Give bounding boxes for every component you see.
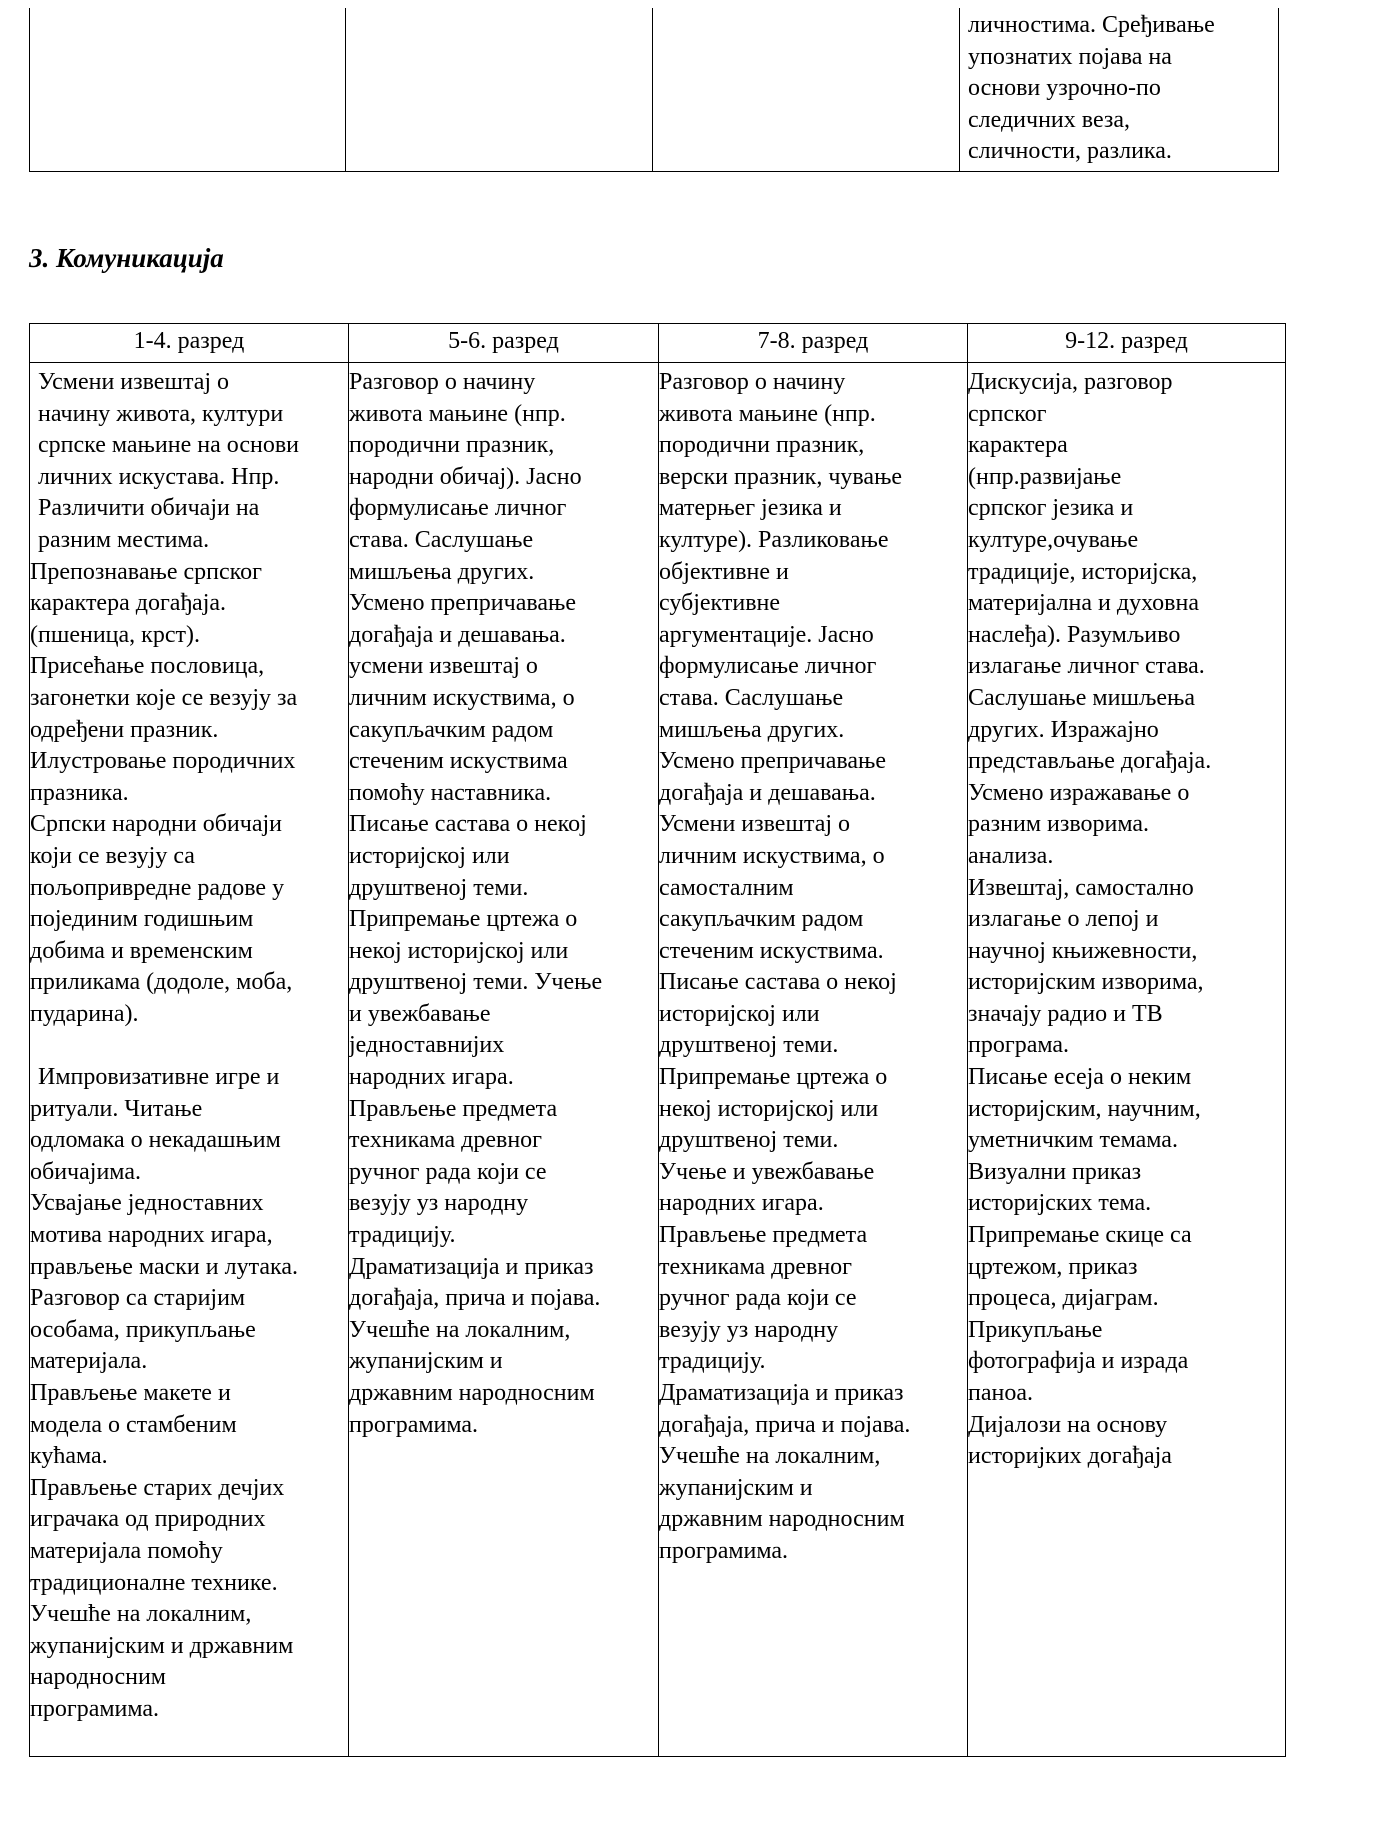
text-line: везују уз народну <box>349 1190 529 1217</box>
text-line: народни обичај). Јасно <box>349 463 582 490</box>
text-line: Усмено изражавање о <box>968 779 1190 806</box>
text-line: живота мањине (нпр. <box>659 400 876 427</box>
text-line: Српски народни обичаји <box>30 811 282 838</box>
text-line: Припремање скице са <box>968 1222 1192 1249</box>
text-line: објективне и <box>659 558 789 585</box>
text-line: жупанијским и државним <box>30 1632 294 1659</box>
text-line: мишљења других. <box>659 716 845 743</box>
text-line: историјским, научним, <box>968 1095 1201 1122</box>
text-line: програмима. <box>30 1695 160 1722</box>
text-line: културе). Разликовање <box>659 526 889 553</box>
text-line: наслеђа). Разумљиво <box>968 621 1181 648</box>
text-line: историјској или <box>349 842 510 869</box>
text-line: Усмени извештај о <box>659 811 851 838</box>
text-line: Усвајање једноставних <box>30 1190 264 1217</box>
text-line: стеченим искуствима. <box>659 937 884 964</box>
text-line: празника. <box>30 779 129 806</box>
text-line: Усмено препричавање <box>349 590 577 617</box>
text-line: Прављење старих дечјих <box>30 1474 285 1501</box>
table-row <box>30 363 1286 1757</box>
text-line: карактера догађаја. <box>30 590 227 617</box>
text-line: Усмени извештај о <box>38 369 230 395</box>
text-line: анализа. <box>968 842 1054 869</box>
text-line: личних искустава. Нпр. <box>38 463 280 490</box>
text-line: добима и временским <box>30 937 253 964</box>
text-line: Присећање пословица, <box>30 653 265 680</box>
cell-grade-5-6 <box>349 363 659 1757</box>
table-cell <box>653 8 960 172</box>
text-line: личним искуствима, о <box>349 684 575 711</box>
text-line: материјална и духовна <box>968 590 1200 617</box>
text-line: друштвеној теми. <box>659 1032 839 1059</box>
text-line: матерњег језика и <box>659 495 842 522</box>
cell-grade-7-8 <box>659 363 968 1757</box>
text-line: усмени извештај о <box>349 653 538 680</box>
text-line: уметничким темама. <box>968 1127 1178 1154</box>
text-line: аргументације. Јасно <box>659 621 874 648</box>
table-row <box>30 8 1279 172</box>
text-line: приликама (додоле, моба, <box>30 969 293 996</box>
text-line: догађаја, прича и појава. <box>659 1411 911 1438</box>
text-line: цртежом, приказ <box>968 1253 1138 1280</box>
text-line: прављење маски и лутака. <box>30 1253 298 1280</box>
text-line: представљање догађаја. <box>968 748 1212 775</box>
text-line: фотографија и израда <box>968 1348 1189 1375</box>
text-line: догађаја, прича и појава. <box>349 1285 601 1312</box>
text-line: излагање о лепој и <box>968 906 1159 933</box>
text-line: Учешће на локалним, <box>30 1601 252 1628</box>
text-line: српског <box>968 400 1047 427</box>
text-line: стеченим искуствима <box>349 748 568 775</box>
header-row <box>30 324 1286 363</box>
text-line: ручног рада који се <box>659 1285 857 1312</box>
text-line: који се везују са <box>30 842 195 869</box>
text-line: обичајима. <box>30 1158 141 1185</box>
text-line: историјких догађаја <box>968 1443 1172 1470</box>
section-title: 3. Комуникација <box>29 243 224 273</box>
text-line: процеса, дијаграм. <box>968 1285 1159 1312</box>
text-line: Разговор са старијим <box>30 1285 246 1312</box>
text-line: државним народносним <box>349 1380 595 1406</box>
text-line: и увежбавање <box>349 1000 491 1027</box>
text-line: разним изворима. <box>968 811 1150 838</box>
text-line: научној књижевности, <box>968 937 1198 964</box>
text-line: једноставнијих <box>349 1032 505 1059</box>
text-line: модела о стамбеним <box>30 1411 237 1438</box>
text-line: жупанијским и <box>349 1348 503 1375</box>
text-line: играчака од природних <box>30 1506 266 1533</box>
text-line: става. Саслушање <box>349 526 534 553</box>
cell-text <box>659 367 967 1568</box>
text-line: програмима. <box>349 1411 479 1438</box>
text-line: пољопривредне радове у <box>30 874 285 901</box>
table-cell <box>960 8 1279 172</box>
text-line: државним народносним <box>659 1506 905 1533</box>
text-line: историјским изворима, <box>968 969 1204 996</box>
text-line: верски празник, чување <box>659 463 903 490</box>
column-header-grade-5-6: 5-6. разред <box>349 324 659 363</box>
text-line: Писање састава о некој <box>659 969 897 996</box>
text-line: Визуални приказ <box>968 1158 1142 1185</box>
column-header-grade-9-12: 9-12. разред <box>968 324 1286 363</box>
text-line: Дијалози на основу <box>968 1411 1168 1438</box>
text-line: ритуали. Читање <box>30 1095 203 1122</box>
table-cell <box>346 8 653 172</box>
text-line: материјала помоћу <box>30 1537 223 1564</box>
text-line: традиције, историјска, <box>968 558 1198 585</box>
text-line: особама, прикупљање <box>30 1316 256 1343</box>
text-line: сличности, разлика. <box>968 138 1172 164</box>
text-line: српске мањине на основи <box>38 432 299 459</box>
text-line: формулисање личног <box>349 495 567 522</box>
text-line: некој историјској или <box>659 1095 879 1122</box>
text-line: упознатих појава на <box>968 43 1172 70</box>
text-line: личним искуствима, о <box>659 842 885 869</box>
text-line: програмима. <box>659 1537 789 1564</box>
text-line: друштвеној теми. <box>659 1127 839 1154</box>
text-line: традицију. <box>659 1348 766 1375</box>
text-line: сакупљачким радом <box>349 716 554 743</box>
text-line: Саслушање мишљења <box>968 684 1196 711</box>
text-line: основи узрочно-по <box>968 75 1161 101</box>
text-line: Импровизативне игре и <box>38 1064 280 1091</box>
text-line: везују уз народну <box>659 1316 839 1343</box>
text-line: загонетки које се везују за <box>30 684 298 711</box>
text-line: одређени празник. <box>30 716 219 743</box>
text-line: других. Изражајно <box>968 716 1159 743</box>
cell-grade-1-4 <box>30 363 349 1757</box>
text-line: живота мањине (нпр. <box>349 400 566 427</box>
text-line: народносним <box>30 1664 166 1691</box>
text-line <box>30 1030 348 1062</box>
text-line: историјских тема. <box>968 1190 1152 1217</box>
text-line: Усмено препричавање <box>659 748 887 775</box>
text-line: традицију. <box>349 1222 456 1249</box>
text-line: појединим годишњим <box>30 906 254 933</box>
text-line: ручног рада који се <box>349 1158 547 1185</box>
cell-text <box>968 367 1285 1473</box>
text-line: Писање састава о некој <box>349 811 587 838</box>
text-line: Препознавање српског <box>30 558 262 585</box>
text-line: Припремање цртежа о <box>659 1064 888 1091</box>
cell-text <box>968 10 1270 168</box>
text-line: породични празник, <box>349 432 555 459</box>
text-line: разним местима. <box>38 526 210 553</box>
communication-table <box>29 323 1286 1757</box>
text-line: Драматизација и приказ <box>349 1253 594 1280</box>
text-line: самосталним <box>659 874 794 901</box>
text-line: следичних веза, <box>968 106 1131 133</box>
text-line: значају радио и ТВ <box>968 1000 1163 1027</box>
text-line: кућама. <box>30 1443 108 1470</box>
text-line: програма. <box>968 1032 1070 1059</box>
text-line: Различити обичаји на <box>38 495 260 522</box>
cell-grade-9-12 <box>968 363 1286 1757</box>
text-line: субјективне <box>659 590 781 617</box>
text-line: Учешће на локалним, <box>349 1316 571 1343</box>
text-line: карактера <box>968 432 1068 459</box>
text-line: догађаја и дешавања. <box>659 779 876 806</box>
text-line: породични празник, <box>659 432 865 459</box>
text-line: некој историјској или <box>349 937 569 964</box>
cell-text <box>349 367 658 1441</box>
text-line: помоћу наставника. <box>349 779 552 806</box>
text-line: Дискусија, разговор <box>968 369 1173 395</box>
text-line: материјала. <box>30 1348 148 1375</box>
text-line: Прављење предмета <box>659 1222 868 1249</box>
previous-table-fragment <box>29 8 1279 172</box>
column-header-grade-7-8: 7-8. разред <box>659 324 968 363</box>
text-line: Разговор о начину <box>659 369 846 395</box>
text-line: Драматизација и приказ <box>659 1380 904 1406</box>
text-line: техникама древног <box>659 1253 853 1280</box>
text-line: пударина). <box>30 1000 139 1027</box>
text-line: Писање есеја о неким <box>968 1064 1192 1091</box>
text-line: личностима. Срeђивање <box>968 12 1215 38</box>
text-line: догађаја и дешавања. <box>349 621 566 648</box>
text-line: Прикупљање <box>968 1316 1103 1343</box>
text-line: начину живота, култури <box>38 400 284 427</box>
text-line: одломака о некадашњим <box>30 1127 281 1154</box>
text-line: техникама древног <box>349 1127 543 1154</box>
text-line: народних игара. <box>659 1190 824 1217</box>
text-line: Разговор о начину <box>349 369 536 395</box>
text-line: излагање личног става. <box>968 653 1205 680</box>
cell-text <box>30 367 348 1726</box>
column-header-grade-1-4: 1-4. разред <box>30 324 349 363</box>
text-line: Прављење макете и <box>30 1380 231 1406</box>
text-line: мотива народних игара, <box>30 1222 273 1249</box>
text-line: Учење и увежбавање <box>659 1158 875 1185</box>
text-line: историјској или <box>659 1000 820 1027</box>
text-line: мишљења других. <box>349 558 535 585</box>
text-line: друштвеној теми. Учење <box>349 969 603 996</box>
text-line: друштвеној теми. <box>349 874 529 901</box>
text-line: (нпр.развијање <box>968 463 1122 490</box>
text-line: традиционалне технике. <box>30 1569 278 1596</box>
text-line: жупанијским и <box>659 1474 813 1501</box>
text-line: Припремање цртежа о <box>349 906 578 933</box>
text-line: Извештај, самостално <box>968 874 1194 901</box>
text-line: Учешће на локалним, <box>659 1443 881 1470</box>
text-line: сакупљачким радом <box>659 906 864 933</box>
text-line: (пшеница, крст). <box>30 621 200 648</box>
text-line: народних игара. <box>349 1064 514 1091</box>
text-line: српског језика и <box>968 495 1134 522</box>
text-line: Прављење предмета <box>349 1095 558 1122</box>
text-line: Илустровање породичних <box>30 748 296 775</box>
text-line: културе,очување <box>968 526 1139 553</box>
table-cell <box>30 8 346 172</box>
text-line: формулисање личног <box>659 653 877 680</box>
text-line: става. Саслушање <box>659 684 844 711</box>
text-line: паноа. <box>968 1380 1033 1406</box>
